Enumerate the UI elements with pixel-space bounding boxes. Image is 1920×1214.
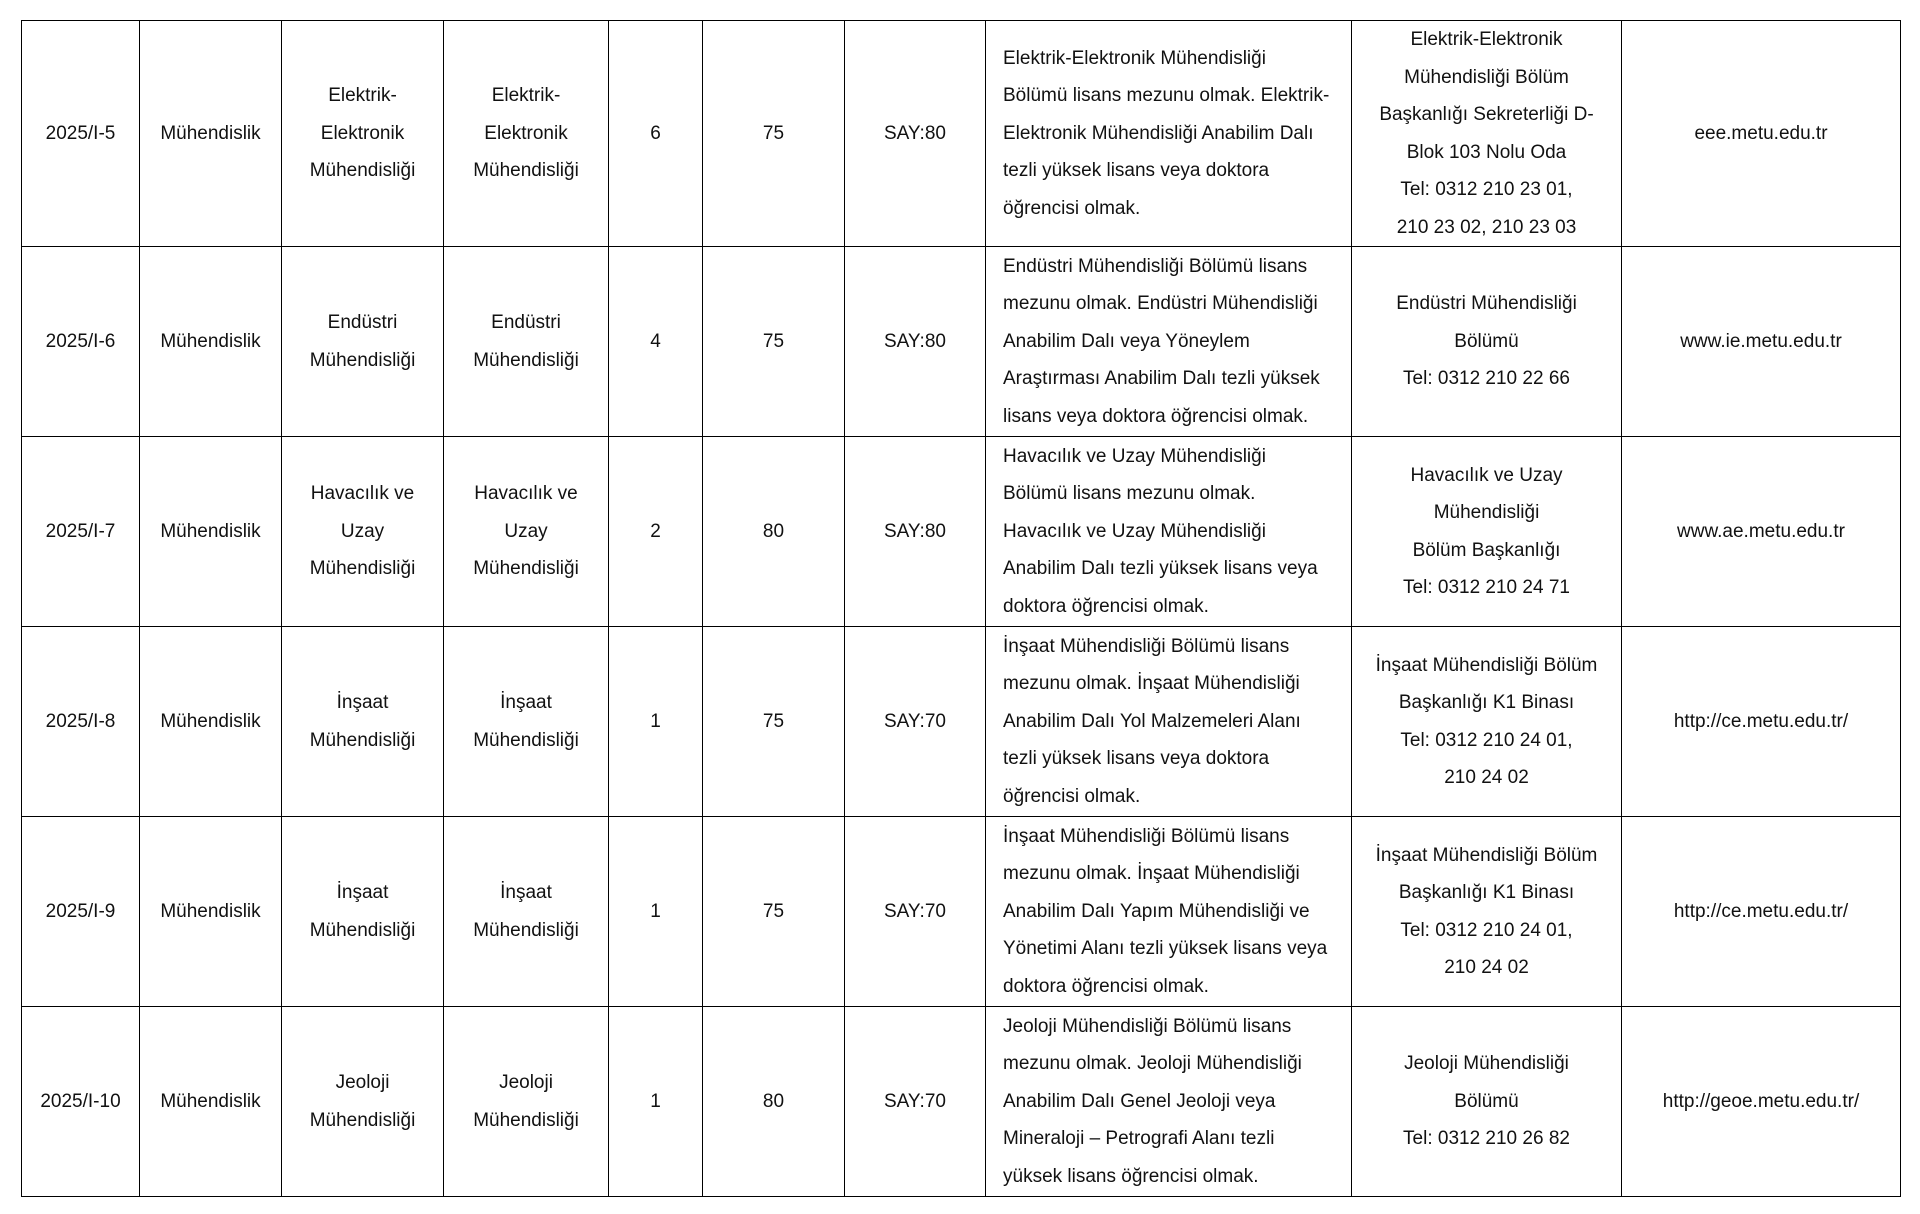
cell-website: http://ce.metu.edu.tr/ — [1622, 627, 1901, 817]
cell-exam: SAY:70 — [845, 627, 986, 817]
cell-requirement-line: Havacılık ve Uzay Mühendisliği — [1003, 520, 1266, 542]
cell-requirement-line: doktora öğrencisi olmak. — [1003, 595, 1209, 617]
cell-contact-line: Bölümü — [1454, 330, 1519, 352]
cell-website: www.ie.metu.edu.tr — [1622, 247, 1901, 437]
cell-contact-line: Mühendisliği Bölüm — [1404, 66, 1569, 88]
cell-requirement-line: tezli yüksek lisans veya doktora — [1003, 160, 1270, 182]
cell-department — [282, 817, 444, 1007]
cell-contact-line: 210 24 02 — [1444, 957, 1529, 978]
cell-quota: 1 — [609, 1007, 703, 1197]
cell-requirement — [986, 627, 1352, 817]
cell-requirement — [986, 1007, 1352, 1197]
cell-contact-line: Başkanlığı K1 Binası — [1398, 692, 1575, 713]
cell-program — [444, 817, 609, 1007]
cell-faculty: Mühendislik — [140, 247, 282, 437]
cell-contact-line: İnşaat Mühendisliği Bölüm — [1375, 844, 1598, 866]
cell-program — [444, 627, 609, 817]
table-row — [22, 247, 1901, 437]
cell-requirement-line: İnşaat Mühendisliği Bölümü lisans — [1003, 635, 1290, 657]
cell-requirement-line: öğrencisi olmak. — [1003, 197, 1141, 219]
cell-requirement-line: Anabilim Dalı Genel Jeoloji veya — [1003, 1090, 1276, 1112]
table-row — [22, 437, 1901, 627]
cell-requirement-line: mezunu olmak. Jeoloji Mühendisliği — [1003, 1053, 1302, 1075]
cell-code: 2025/I-7 — [22, 437, 140, 627]
cell-contact-line: Tel: 0312 210 24 01, — [1400, 729, 1573, 751]
cell-contact-line: Bölüm Başkanlığı — [1412, 539, 1561, 561]
cell-contact-line: Endüstri Mühendisliği — [1396, 293, 1577, 315]
cell-requirement-line: Elektronik Mühendisliği Anabilim Dalı — [1003, 122, 1314, 144]
cell-exam: SAY:80 — [845, 247, 986, 437]
cell-requirement-line: Bölümü lisans mezunu olmak. Elektrik- — [1003, 85, 1330, 107]
cell-contact-line: Elektrik-Elektronik — [1410, 29, 1563, 50]
cell-requirement-line: İnşaat Mühendisliği Bölümü lisans — [1003, 825, 1290, 847]
cell-requirement — [986, 437, 1352, 627]
cell-contact-line: İnşaat Mühendisliği Bölüm — [1375, 654, 1598, 676]
cell-department-line: Mühendisliği — [309, 558, 416, 580]
cell-exam: SAY:80 — [845, 21, 986, 247]
cell-department-line: Mühendisliği — [309, 1109, 416, 1131]
cell-department-line: Mühendisliği — [309, 919, 416, 941]
cell-department-line: Havacılık ve — [310, 483, 415, 505]
cell-program-line: Mühendisliği — [473, 349, 579, 371]
cell-program-line: Mühendisliği — [473, 729, 579, 751]
cell-website: http://ce.metu.edu.tr/ — [1622, 817, 1901, 1007]
cell-faculty: Mühendislik — [140, 627, 282, 817]
cell-faculty: Mühendislik — [140, 1007, 282, 1197]
cell-program — [444, 247, 609, 437]
cell-score: 75 — [703, 817, 845, 1007]
cell-code: 2025/I-10 — [22, 1007, 140, 1197]
cell-program-line: Mühendisliği — [473, 919, 579, 941]
cell-program-line: Elektrik- — [491, 85, 561, 107]
cell-exam: SAY:80 — [845, 437, 986, 627]
cell-score: 75 — [703, 247, 845, 437]
cell-requirement-line: Araştırması Anabilim Dalı tezli yüksek — [1003, 368, 1320, 390]
cell-requirement — [986, 817, 1352, 1007]
cell-score: 80 — [703, 437, 845, 627]
cell-requirement-line: Endüstri Mühendisliği Bölümü lisans — [1003, 255, 1308, 277]
cell-department-line: İnşaat — [336, 882, 389, 903]
cell-department — [282, 437, 444, 627]
cell-contact-line: Tel: 0312 210 24 01, — [1400, 919, 1573, 941]
cell-requirement-line: Mineraloji – Petrografi Alanı tezli — [1003, 1128, 1275, 1150]
cell-contact-line: Mühendisliği — [1433, 502, 1540, 523]
cell-quota: 6 — [609, 21, 703, 247]
cell-department-line: Elektronik — [320, 122, 405, 144]
cell-requirement — [986, 21, 1352, 247]
cell-department — [282, 247, 444, 437]
cell-program — [444, 1007, 609, 1197]
cell-contact — [1352, 817, 1622, 1007]
cell-program-line: Uzay — [504, 520, 548, 542]
cell-requirement-line: tezli yüksek lisans veya doktora — [1003, 748, 1270, 770]
cell-contact-line: Tel: 0312 210 22 66 — [1403, 368, 1570, 390]
cell-faculty: Mühendislik — [140, 817, 282, 1007]
cell-contact-line: Jeoloji Mühendisliği — [1404, 1053, 1569, 1075]
cell-department-line: Mühendisliği — [309, 160, 416, 182]
cell-code: 2025/I-8 — [22, 627, 140, 817]
cell-department — [282, 1007, 444, 1197]
cell-contact-line: Tel: 0312 210 26 82 — [1403, 1128, 1570, 1150]
cell-department-line: İnşaat — [336, 692, 389, 713]
cell-contact-line: Başkanlığı K1 Binası — [1398, 882, 1575, 903]
cell-contact — [1352, 437, 1622, 627]
cell-quota: 1 — [609, 817, 703, 1007]
cell-requirement-line: Anabilim Dalı tezli yüksek lisans veya — [1003, 558, 1318, 580]
cell-program-line: Elektronik — [484, 122, 568, 144]
table-row — [22, 21, 1901, 247]
cell-code: 2025/I-5 — [22, 21, 140, 247]
cell-contact-line: Blok 103 Nolu Oda — [1406, 141, 1567, 163]
cell-exam: SAY:70 — [845, 1007, 986, 1197]
cell-requirement-line: Bölümü lisans mezunu olmak. — [1003, 483, 1256, 505]
cell-score: 75 — [703, 627, 845, 817]
cell-requirement-line: Havacılık ve Uzay Mühendisliği — [1003, 445, 1266, 467]
cell-score: 75 — [703, 21, 845, 247]
cell-requirement-line: lisans veya doktora öğrencisi olmak. — [1003, 405, 1309, 427]
cell-requirement-line: doktora öğrencisi olmak. — [1003, 975, 1209, 997]
cell-department-line: Mühendisliği — [309, 729, 416, 751]
cell-contact — [1352, 1007, 1622, 1197]
cell-requirement-line: Anabilim Dalı Yapım Mühendisliği ve — [1003, 900, 1310, 922]
cell-program — [444, 437, 609, 627]
cell-quota: 1 — [609, 627, 703, 817]
cell-requirement-line: mezunu olmak. Endüstri Mühendisliği — [1003, 293, 1318, 315]
cell-department-line: Uzay — [340, 520, 385, 542]
cell-website: www.ae.metu.edu.tr — [1622, 437, 1901, 627]
cell-requirement-line: mezunu olmak. İnşaat Mühendisliği — [1003, 863, 1300, 885]
table-row — [22, 1007, 1901, 1197]
cell-website: http://geoe.metu.edu.tr/ — [1622, 1007, 1901, 1197]
cell-contact-line: 210 23 02, 210 23 03 — [1396, 216, 1577, 238]
cell-department — [282, 627, 444, 817]
cell-program-line: İnşaat — [500, 692, 552, 713]
cell-requirement-line: mezunu olmak. İnşaat Mühendisliği — [1003, 673, 1300, 695]
cell-department — [282, 21, 444, 247]
cell-program-line: Mühendisliği — [473, 160, 579, 182]
cell-requirement — [986, 247, 1352, 437]
cell-contact-line: Havacılık ve Uzay — [1410, 464, 1563, 486]
cell-faculty: Mühendislik — [140, 21, 282, 247]
cell-program-line: İnşaat — [500, 882, 552, 903]
cell-requirement-line: Anabilim Dalı veya Yöneylem — [1003, 330, 1250, 352]
table-body — [22, 21, 1901, 1197]
cell-quota: 2 — [609, 437, 703, 627]
cell-department-line: Mühendisliği — [309, 349, 416, 371]
cell-website: eee.metu.edu.tr — [1622, 21, 1901, 247]
cell-program-line: Jeoloji — [499, 1072, 553, 1093]
table-row — [22, 817, 1901, 1007]
cell-program-line: Endüstri — [491, 312, 561, 333]
cell-contact-line: Tel: 0312 210 23 01, — [1400, 179, 1573, 200]
cell-program — [444, 21, 609, 247]
cell-faculty: Mühendislik — [140, 437, 282, 627]
cell-contact — [1352, 247, 1622, 437]
cell-contact-line: Başkanlığı Sekreterliği D- — [1379, 104, 1594, 125]
cell-contact-line: 210 24 02 — [1444, 767, 1529, 788]
cell-program-line: Mühendisliği — [473, 1109, 579, 1131]
cell-code: 2025/I-6 — [22, 247, 140, 437]
table-row — [22, 627, 1901, 817]
document-page — [21, 20, 1901, 1197]
cell-contact-line: Bölümü — [1454, 1090, 1519, 1112]
cell-department-line: Endüstri — [327, 312, 398, 333]
cell-requirement-line: yüksek lisans öğrencisi olmak. — [1003, 1165, 1259, 1187]
cell-code: 2025/I-9 — [22, 817, 140, 1007]
cell-requirement-line: öğrencisi olmak. — [1003, 785, 1141, 807]
cell-requirement-line: Yönetimi Alanı tezli yüksek lisans veya — [1003, 938, 1328, 960]
cell-quota: 4 — [609, 247, 703, 437]
cell-contact — [1352, 21, 1622, 247]
positions-table — [21, 20, 1901, 1197]
cell-requirement-line: Elektrik-Elektronik Mühendisliği — [1003, 47, 1266, 69]
cell-program-line: Mühendisliği — [473, 558, 579, 580]
cell-score: 80 — [703, 1007, 845, 1197]
cell-contact-line: Tel: 0312 210 24 71 — [1403, 577, 1570, 598]
cell-requirement-line: Jeoloji Mühendisliği Bölümü lisans — [1003, 1015, 1292, 1037]
cell-contact — [1352, 627, 1622, 817]
cell-exam: SAY:70 — [845, 817, 986, 1007]
cell-requirement-line: Anabilim Dalı Yol Malzemeleri Alanı — [1003, 710, 1301, 732]
cell-department-line: Elektrik- — [328, 85, 397, 107]
cell-program-line: Havacılık ve — [474, 483, 578, 505]
cell-department-line: Jeoloji — [335, 1072, 390, 1093]
